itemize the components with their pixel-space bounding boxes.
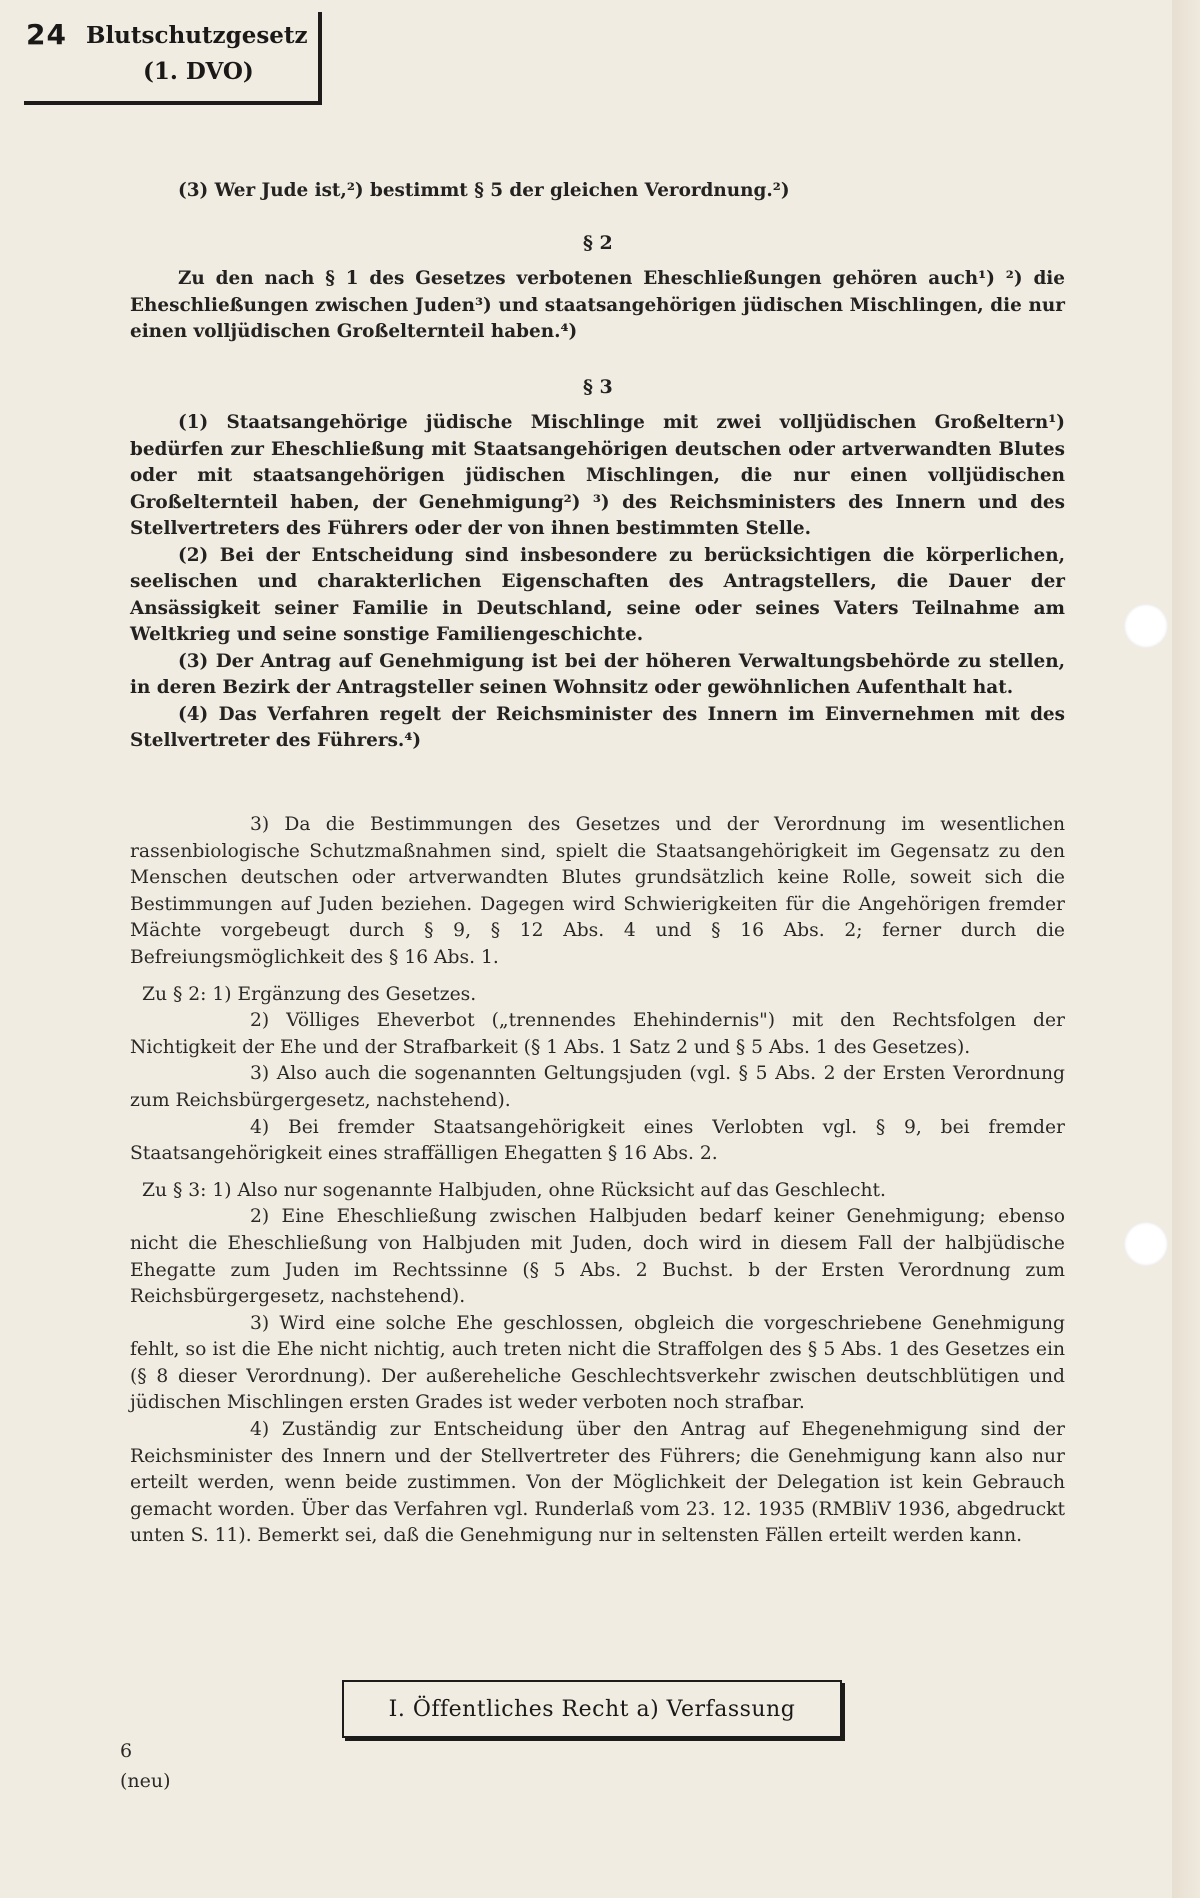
section-2-heading: § 2	[583, 232, 613, 254]
punch-hole-lower	[1124, 1222, 1168, 1266]
running-head-rule	[24, 101, 322, 105]
section-3-paragraph-4: (4) Das Verfahren regelt der Reichsminister des Innern im Einvernehmen mit des Stellvertreter des Führers.⁴)	[130, 703, 1065, 751]
note-zu-3-3: 3) Wird eine solche Ehe geschlossen, obgleich die vorgeschriebene Genehmigung fehlt, so ist die Ehe nicht nichtig, auch treten nicht die Straffolgen des § 5 Abs. 1 des Gesetzes ein (§ 8 dieser Verordnung). Der außereheliche Geschlechtsverkehr zwischen deutschblütigen und jüdischen Mischlingen ersten Grades ist weder verboten noch strafbar.	[130, 1312, 1065, 1414]
running-title: Blutschutzgesetz	[86, 22, 308, 49]
section-label-box	[342, 1680, 842, 1738]
paragraph-intro	[130, 178, 1065, 205]
page-edge-shadow	[1172, 0, 1200, 1898]
section-label: I. Öffentliches Recht a) Verfassung	[388, 1696, 796, 1722]
note-zu-3-2: 2) Eine Eheschließung zwischen Halbjuden bedarf keiner Genehmigung; ebenso nicht die Eheschließung von Halbjuden mit Juden, doch wird in diesem Fall der halbjüdische Ehegatte zum Juden im Rechtssinne (§ 5 Abs. 2 Buchst. b der Ersten Verordnung zum Reichsbürgergesetz, nachstehend).	[130, 1206, 1065, 1308]
note-zu-2-4: 4) Bei fremder Staatsangehörigkeit eines Verlobten vgl. § 9, bei fremder Staatsangehörigkeit eines straffälligen Ehegatten § 16 Abs. 2.	[130, 1116, 1065, 1165]
punch-hole-upper	[1124, 604, 1168, 648]
folio	[120, 1736, 171, 1796]
commentary-notes	[130, 812, 1065, 1550]
running-subtitle: (1. DVO)	[143, 58, 254, 85]
note-zu-2-3: 3) Also auch die sogenannten Geltungsjuden (vgl. § 5 Abs. 2 der Ersten Verordnung zum Reichsbürgergesetz, nachstehend).	[130, 1063, 1065, 1111]
section-3-body	[130, 410, 1065, 755]
section-3-heading: § 3	[583, 376, 613, 398]
section-3-paragraph-3: (3) Der Antrag auf Genehmigung ist bei der höheren Verwaltungsbehörde zu stellen, in deren Bezirk der Antragsteller seinen Wohnsitz oder gewöhnlichen Aufenthalt hat.	[130, 650, 1065, 698]
section-3-paragraph-1: (1) Staatsangehörige jüdische Mischlinge mit zwei volljüdischen Großeltern¹) bedürfen zur Eheschließung mit Staatsangehörigen deutschen oder artverwandten Blutes oder mit staatsangehörigen jüdischen Mischlingen, die nur einen volljüdischen Großelternteil haben, der Genehmigung²) ³) des Reichsministers des Innern und des Stellvertreters des Führers oder der von ihnen bestimmten Stelle.	[130, 412, 1065, 539]
folio-number: 6	[120, 1740, 133, 1762]
section-2-text: Zu den nach § 1 des Gesetzes verbotenen Eheschließungen gehören auch¹) ²) die Eheschließungen zwischen Juden³) und staatsangehörigen jüdischen Mischlingen, die nur einen volljüdischen Großelternteil haben.⁴)	[130, 268, 1065, 342]
section-2-body	[130, 266, 1065, 346]
note-zu-2-1: Zu § 2: 1) Ergänzung des Gesetzes.	[142, 983, 477, 1005]
note-zu-3-1: Zu § 3: 1) Also nur sogenannte Halbjuden, ohne Rücksicht auf das Geschlecht.	[142, 1179, 886, 1201]
section-3-paragraph-2: (2) Bei der Entscheidung sind insbesondere zu berücksichtigen die körperlichen, seelischen und charakterlichen Eigenschaften des Antragstellers, die Dauer der Ansässigkeit seiner Familie in Deutschland, seine oder seines Vaters Teilnahme am Weltkrieg und seine sonstige Familiengeschichte.	[130, 544, 1065, 645]
note-zu-3-4: 4) Zuständig zur Entscheidung über den Antrag auf Ehegenehmigung sind der Reichsminister des Innern und der Stellvertreter des Führers; die Genehmigung kann also nur erteilt werden, wenn beide zustimmen. Von der Möglichkeit der Delegation ist kein Gebrauch gemacht worden. Über das Verfahren vgl. Runderlaß vom 23. 12. 1935 (RMBliV 1936, abgedruckt unten S. 11). Bemerkt sei, daß die Genehmigung nur in seltensten Fällen erteilt werden kann.	[130, 1419, 1065, 1547]
folio-note: (neu)	[120, 1770, 171, 1792]
paragraph-3-jew-definition: (3) Wer Jude ist,²) bestimmt § 5 der gleichen Verordnung.²)	[178, 180, 790, 201]
note-zu-2-2: 2) Völliges Eheverbot („trennendes Ehehindernis") mit den Rechtsfolgen der Nichtigkeit der Ehe und der Strafbarkeit (§ 1 Abs. 1 Satz 2 und § 5 Abs. 1 des Gesetzes).	[130, 1010, 1065, 1058]
note-3: 3) Da die Bestimmungen des Gesetzes und der Verordnung im wesentlichen rassenbiologische Schutzmaßnahmen sind, spielt die Staatsangehörigkeit im Gegensatz zu den Menschen deutschen oder artverwandten Blutes grundsätzlich keine Rolle, soweit sich die Bestimmungen auf Juden beziehen. Dagegen wird Schwierigkeiten für die Angehörigen fremder Mächte vorgebeugt durch § 9, § 12 Abs. 4 und § 16 Abs. 2; ferner durch die Befreiungsmöglichkeit des § 16 Abs. 1.	[130, 814, 1065, 968]
page-number: 24	[26, 18, 67, 51]
